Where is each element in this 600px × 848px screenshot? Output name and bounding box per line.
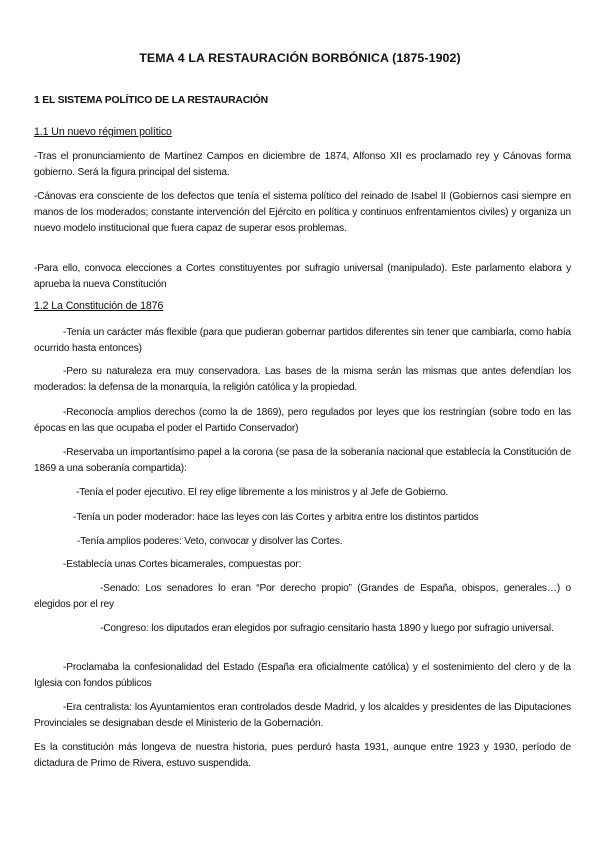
paragraph: Es la constitución más longeva de nuestra historia, pues perduró hasta 1931, aunque entre 1923 y 1930, período de dictadura de Primo de Rivera, estuvo suspendida.	[34, 742, 571, 769]
paragraph: -Reconocía amplios derechos (como la de 1869), pero regulados por leyes que los restringían (sobre todo en las épocas en las que ocupaba el poder el Partido Conservador)	[34, 407, 571, 434]
paragraph: -Pero su naturaleza era muy conservadora. Las bases de la misma serán las mismas que antes defendían los moderados: la defensa de la monarquía, la religión católica y la propiedad.	[34, 366, 571, 393]
cortes-chamber-item: -Congreso: los diputados eran elegidos por sufragio censitario hasta 1890 y luego por sufragio universal.	[100, 623, 554, 634]
paragraph: -Proclamaba la confesionalidad del Estado (España era oficialmente católica) y el sostenimiento del clero y de la Iglesia con fondos públicos	[34, 662, 571, 689]
document-title: TEMA 4 LA RESTAURACIÓN BORBÓNICA (1875-1902)	[139, 51, 461, 65]
crown-power-item: -Tenía un poder moderador: hace las leyes con las Cortes y arbitra entre los distintos partidos	[73, 512, 479, 523]
section-heading: 1 EL SISTEMA POLÍTICO DE LA RESTAURACIÓN	[34, 95, 268, 106]
paragraph: -Tenía un carácter más flexible (para que pudieran gobernar partidos diferentes sin tener que cambiarla, como había ocurrido hasta entonces)	[34, 327, 571, 354]
cortes-chamber-item: -Senado: Los senadores lo eran “Por derecho propio” (Grandes de España, obispos, generales…) o elegidos por el rey	[34, 583, 571, 610]
paragraph: -Para ello, convoca elecciones a Cortes constituyentes por sufragio universal (manipulado). Este parlamento elabora y aprueba la nueva Constitución	[34, 263, 571, 290]
paragraph: -Reservaba un importantísimo papel a la corona (se pasa de la soberanía nacional que establecía la Constitución de 1869 a una soberanía compartida):	[34, 447, 571, 474]
crown-power-item: -Tenía amplios poderes: Veto, convocar y disolver las Cortes.	[77, 536, 343, 547]
paragraph: -Era centralista: los Ayuntamientos eran controlados desde Madrid, y los alcaldes y presidentes de las Diputaciones Provinciales se designaban desde el Ministerio de la Gobernación.	[34, 702, 571, 729]
subsection-heading-1-1: 1.1 Un nuevo régimen político	[34, 126, 172, 138]
paragraph: -Establecía unas Cortes bicamerales, compuestas por:	[63, 559, 302, 570]
subsection-heading-1-2: 1.2 La Constitución de 1876	[34, 300, 164, 312]
paragraph: -Cánovas era consciente de los defectos que tenía el sistema político del reinado de Isabel II (Gobiernos casi siempre en manos de los moderados; constante intervención del Ejército en política y continuos enfrentamientos civiles) y organiza un nuevo modelo institucional que fuera capaz de superar esos problemas.	[34, 191, 571, 234]
crown-power-item: -Tenía el poder ejecutivo. El rey elige libremente a los ministros y al Jefe de Gobierno.	[76, 487, 449, 498]
paragraph: -Tras el pronunciamiento de Martínez Campos en diciembre de 1874, Alfonso XII es proclamado rey y Cánovas forma gobierno. Será la figura principal del sistema.	[34, 151, 571, 178]
